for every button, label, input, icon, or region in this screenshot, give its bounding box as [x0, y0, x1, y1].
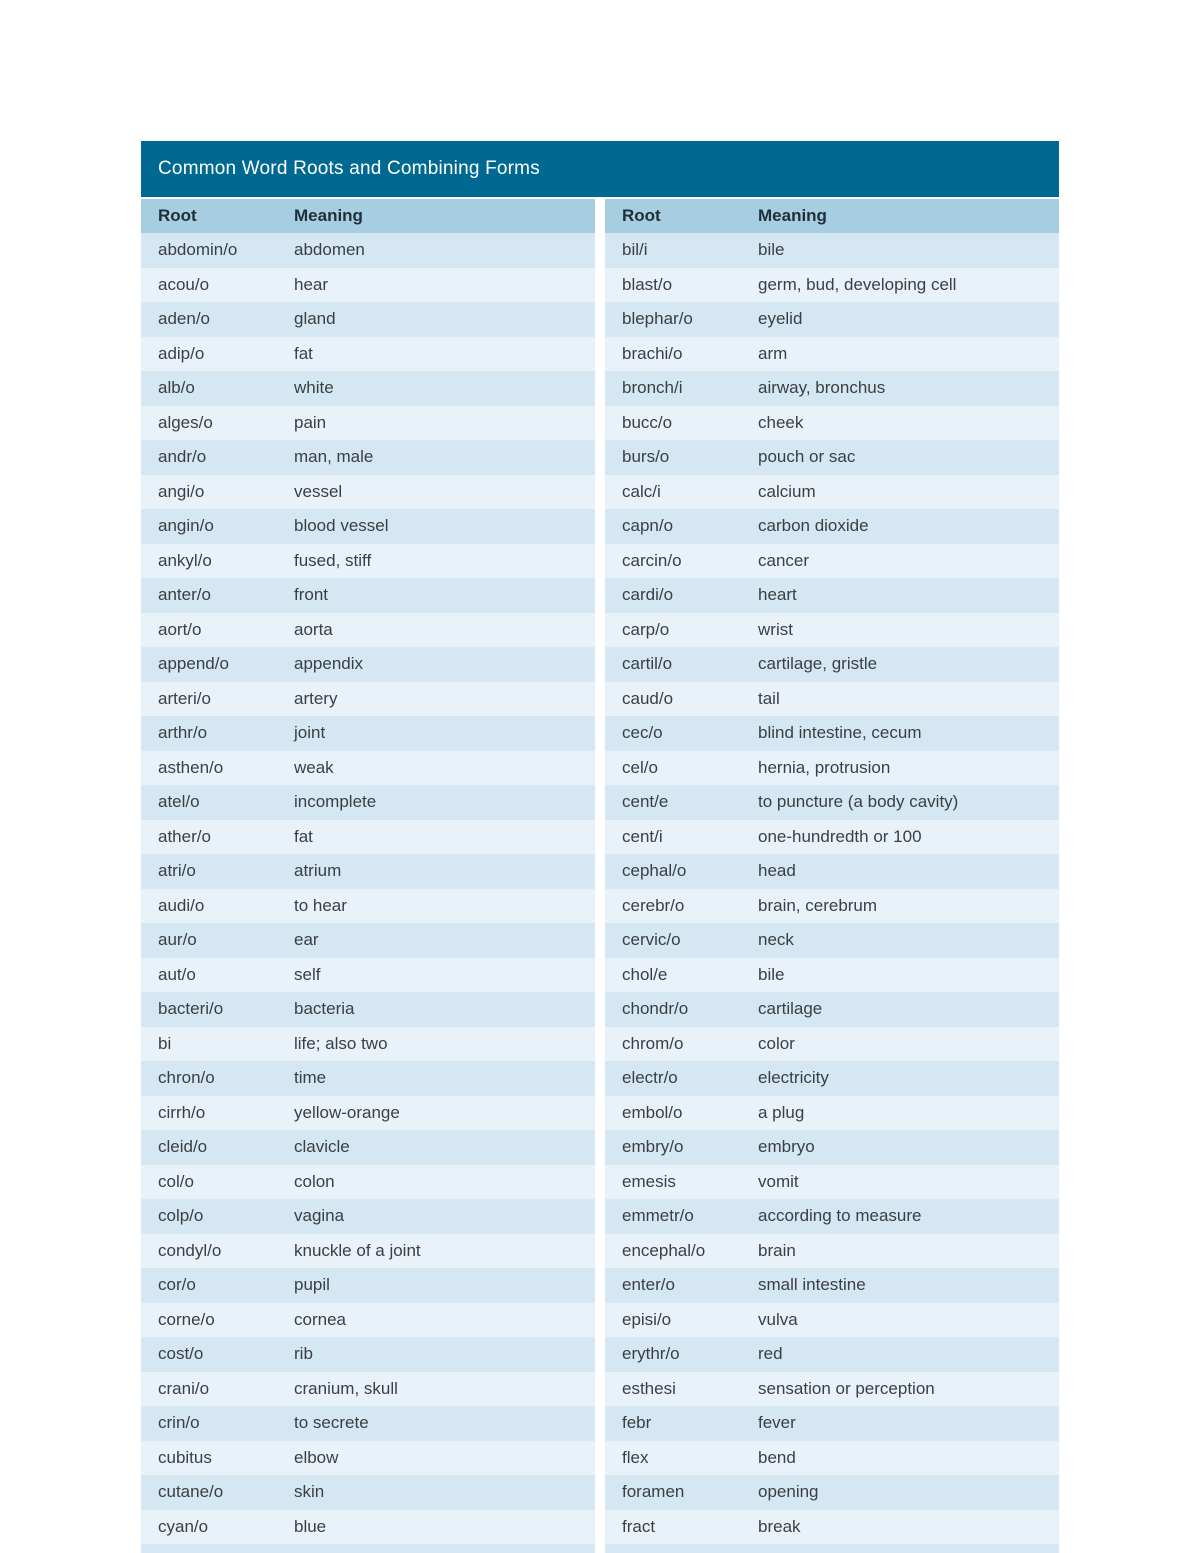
meaning-cell: head [758, 861, 796, 881]
meaning-cell: according to measure [758, 1206, 922, 1226]
table-row [141, 992, 595, 1027]
table-row [605, 716, 1059, 751]
meaning-cell: white [294, 378, 334, 398]
root-cell: chondr/o [622, 999, 689, 1019]
root-cell: ankyl/o [158, 550, 212, 570]
meaning-cell: pouch or sac [758, 447, 856, 467]
root-cell: cardi/o [622, 585, 674, 605]
meaning-cell: appendix [294, 654, 364, 674]
meaning-cell: man, male [294, 447, 374, 467]
meaning-cell: bile [758, 240, 785, 260]
root-cell: esthesi [622, 1378, 676, 1398]
root-cell: encephal/o [622, 1240, 706, 1260]
meaning-cell: cancer [758, 550, 810, 570]
meaning-cell: fat [294, 826, 313, 846]
table-row [141, 406, 595, 441]
table-row [605, 302, 1059, 337]
meaning-cell: knuckle of a joint [294, 1240, 421, 1260]
meaning-cell: clavicle [294, 1137, 350, 1157]
root-cell: bi [158, 1033, 172, 1053]
left-body [141, 233, 595, 1544]
meaning-cell: sensation or perception [758, 1378, 935, 1398]
table-row [605, 440, 1059, 475]
table-row [605, 854, 1059, 889]
meaning-cell: germ, bud, developing cell [758, 274, 957, 294]
root-cell: aort/o [158, 619, 202, 639]
root-cell: corne/o [158, 1309, 215, 1329]
table-row [141, 233, 595, 268]
root-cell: embol/o [622, 1102, 683, 1122]
root-cell: cec/o [622, 723, 663, 743]
root-cell: emmetr/o [622, 1206, 694, 1226]
root-cell: cephal/o [622, 861, 687, 881]
meaning-cell: neck [758, 930, 794, 950]
table-row [141, 613, 595, 648]
root-cell: colp/o [158, 1206, 204, 1226]
right-body [605, 233, 1059, 1544]
root-cell: crani/o [158, 1378, 210, 1398]
table-row [141, 475, 595, 510]
table-row [141, 371, 595, 406]
meaning-cell: electricity [758, 1068, 829, 1088]
table-row [141, 1303, 595, 1338]
table-row [605, 1510, 1059, 1545]
table-row [605, 992, 1059, 1027]
table-row [605, 578, 1059, 613]
table-row [605, 1027, 1059, 1062]
meaning-cell: fever [758, 1413, 796, 1433]
meaning-cell: vagina [294, 1206, 345, 1226]
meaning-cell: fat [294, 343, 313, 363]
table-row [141, 509, 595, 544]
root-cell: bil/i [622, 240, 648, 260]
root-cell: aur/o [158, 930, 197, 950]
table-row [141, 544, 595, 579]
meaning-cell: small intestine [758, 1275, 866, 1295]
meaning-cell: vomit [758, 1171, 799, 1191]
table-row [605, 923, 1059, 958]
root-cell: arteri/o [158, 688, 211, 708]
root-cell: append/o [158, 654, 229, 674]
table-row [605, 1061, 1059, 1096]
meaning-cell: heart [758, 585, 797, 605]
meaning-cell: red [758, 1344, 783, 1364]
table-row [141, 716, 595, 751]
root-cell: febr [622, 1413, 652, 1433]
table-row [141, 302, 595, 337]
meaning-cell: color [758, 1033, 795, 1053]
root-cell: angi/o [158, 481, 205, 501]
root-cell: carp/o [622, 619, 670, 639]
meaning-cell: pupil [294, 1275, 330, 1295]
table-row [605, 1199, 1059, 1234]
root-cell: chron/o [158, 1068, 215, 1088]
root-cell: acou/o [158, 274, 210, 294]
root-cell: emesis [622, 1171, 676, 1191]
word-roots-table [141, 141, 1059, 1553]
table-row [141, 820, 595, 855]
root-cell: cartil/o [622, 654, 673, 674]
table-columns [141, 199, 1059, 1553]
root-cell: fract [622, 1516, 656, 1536]
root-cell: capn/o [622, 516, 674, 536]
root-cell: erythr/o [622, 1344, 680, 1364]
root-cell: andr/o [158, 447, 207, 467]
root-cell: col/o [158, 1171, 194, 1191]
root-cell: flex [622, 1447, 649, 1467]
meaning-cell: incomplete [294, 792, 377, 812]
meaning-cell: embryo [758, 1137, 815, 1157]
root-cell: caud/o [622, 688, 674, 708]
root-cell: carcin/o [622, 550, 682, 570]
table-row [605, 544, 1059, 579]
root-cell: condyl/o [158, 1240, 222, 1260]
table-row [605, 751, 1059, 786]
meaning-cell: brain, cerebrum [758, 895, 878, 915]
table-row [141, 1510, 595, 1545]
meaning-cell: elbow [294, 1447, 339, 1467]
root-cell: bacteri/o [158, 999, 224, 1019]
root-cell: episi/o [622, 1309, 672, 1329]
table-row [141, 440, 595, 475]
meaning-cell: blue [294, 1516, 327, 1536]
root-cell: aden/o [158, 309, 210, 329]
table-row [605, 1406, 1059, 1441]
meaning-cell: bend [758, 1447, 796, 1467]
root-cell: angin/o [158, 516, 214, 536]
table-row [141, 1061, 595, 1096]
table-row [141, 1096, 595, 1131]
meaning-cell: self [294, 964, 321, 984]
root-cell: abdomin/o [158, 240, 238, 260]
meaning-cell: gland [294, 309, 336, 329]
root-cell: burs/o [622, 447, 670, 467]
meaning-cell: wrist [758, 619, 793, 639]
root-cell: audi/o [158, 895, 205, 915]
root-cell: calc/i [622, 481, 661, 501]
meaning-cell: colon [294, 1171, 335, 1191]
root-cell: blephar/o [622, 309, 693, 329]
root-cell: alb/o [158, 378, 195, 398]
root-cell: cubitus [158, 1447, 212, 1467]
root-cell: atri/o [158, 861, 196, 881]
root-cell: chol/e [622, 964, 668, 984]
table-row [141, 1268, 595, 1303]
root-cell: ather/o [158, 826, 211, 846]
left-header-root: Root [158, 206, 197, 225]
meaning-cell: vessel [294, 481, 343, 501]
meaning-cell: aorta [294, 619, 333, 639]
meaning-cell: bile [758, 964, 785, 984]
table-row [605, 1130, 1059, 1165]
meaning-cell: cranium, skull [294, 1378, 398, 1398]
table-title-text: Common Word Roots and Combining Forms [158, 158, 540, 179]
meaning-cell: time [294, 1068, 327, 1088]
root-cell: cor/o [158, 1275, 196, 1295]
root-cell: aut/o [158, 964, 196, 984]
root-cell: arthr/o [158, 723, 208, 743]
meaning-cell: fused, stiff [294, 550, 372, 570]
table-row [605, 1096, 1059, 1131]
root-cell: cent/i [622, 826, 663, 846]
table-row [141, 682, 595, 717]
table-row [605, 1372, 1059, 1407]
table-row [141, 1165, 595, 1200]
left-column [141, 199, 595, 1553]
table-row [141, 1372, 595, 1407]
meaning-cell: blood vessel [294, 516, 389, 536]
meaning-cell: blind intestine, cecum [758, 723, 922, 743]
root-cell: atel/o [158, 792, 200, 812]
meaning-cell: a plug [758, 1102, 805, 1122]
root-cell: enter/o [622, 1275, 675, 1295]
table-row [605, 509, 1059, 544]
table-row [605, 785, 1059, 820]
table-row [605, 371, 1059, 406]
meaning-cell: abdomen [294, 240, 365, 260]
right-column [605, 199, 1059, 1553]
table-row [605, 1337, 1059, 1372]
root-cell: cerebr/o [622, 895, 685, 915]
root-cell: asthen/o [158, 757, 224, 777]
table-row [141, 1130, 595, 1165]
table-row [141, 958, 595, 993]
meaning-cell: airway, bronchus [758, 378, 886, 398]
root-cell: crin/o [158, 1413, 200, 1433]
meaning-cell: hear [294, 274, 329, 294]
table-row [605, 1441, 1059, 1476]
meaning-cell: brain [758, 1240, 796, 1260]
table-row [605, 958, 1059, 993]
root-cell: blast/o [622, 274, 673, 294]
table-row [605, 1268, 1059, 1303]
root-cell: embry/o [622, 1137, 684, 1157]
table-row [141, 337, 595, 372]
meaning-cell: cartilage, gristle [758, 654, 878, 674]
root-cell: cel/o [622, 757, 658, 777]
meaning-cell: bacteria [294, 999, 355, 1019]
root-cell: cervic/o [622, 930, 681, 950]
table-row [141, 1406, 595, 1441]
meaning-cell: tail [758, 688, 780, 708]
root-cell: chrom/o [622, 1033, 684, 1053]
root-cell: anter/o [158, 585, 211, 605]
left-trailing-row [141, 1544, 595, 1553]
table-title [141, 141, 1059, 197]
table-row [605, 406, 1059, 441]
root-cell: cirrh/o [158, 1102, 206, 1122]
right-header-root: Root [622, 206, 661, 225]
meaning-cell: hernia, protrusion [758, 757, 891, 777]
meaning-cell: pain [294, 412, 327, 432]
root-cell: bucc/o [622, 412, 673, 432]
root-cell: foramen [622, 1482, 685, 1502]
table-row [141, 1199, 595, 1234]
table-row [605, 1234, 1059, 1269]
table-row [141, 1027, 595, 1062]
meaning-cell: to puncture (a body cavity) [758, 792, 959, 812]
root-cell: cleid/o [158, 1137, 208, 1157]
root-cell: cost/o [158, 1344, 204, 1364]
root-cell: alges/o [158, 412, 213, 432]
table-row [141, 785, 595, 820]
meaning-cell: vulva [758, 1309, 798, 1329]
table-row [141, 268, 595, 303]
table-row [605, 613, 1059, 648]
meaning-cell: life; also two [294, 1033, 388, 1053]
meaning-cell: cartilage [758, 999, 823, 1019]
table-row [605, 820, 1059, 855]
table-row [141, 647, 595, 682]
meaning-cell: calcium [758, 481, 816, 501]
root-cell: electr/o [622, 1068, 678, 1088]
meaning-cell: artery [294, 688, 338, 708]
table-row [605, 889, 1059, 924]
root-cell: adip/o [158, 343, 205, 363]
right-header-meaning: Meaning [758, 206, 827, 225]
table-row [141, 1441, 595, 1476]
root-cell: cent/e [622, 792, 669, 812]
root-cell: cyan/o [158, 1516, 209, 1536]
root-cell: brachi/o [622, 343, 683, 363]
table-row [141, 1234, 595, 1269]
table-row [605, 337, 1059, 372]
meaning-cell: atrium [294, 861, 342, 881]
right-trailing-row [605, 1544, 1059, 1553]
table-row [605, 682, 1059, 717]
meaning-cell: to secrete [294, 1413, 369, 1433]
meaning-cell: weak [294, 757, 334, 777]
meaning-cell: skin [294, 1482, 325, 1502]
meaning-cell: yellow-orange [294, 1102, 400, 1122]
table-row [605, 268, 1059, 303]
left-header-meaning: Meaning [294, 206, 363, 225]
table-row [141, 889, 595, 924]
table-row [605, 233, 1059, 268]
table-row [141, 751, 595, 786]
meaning-cell: carbon dioxide [758, 516, 869, 536]
meaning-cell: arm [758, 343, 788, 363]
meaning-cell: cheek [758, 412, 804, 432]
left-header-row [141, 199, 595, 233]
root-cell: cutane/o [158, 1482, 224, 1502]
meaning-cell: eyelid [758, 309, 803, 329]
table-row [605, 647, 1059, 682]
table-row [605, 1165, 1059, 1200]
meaning-cell: one-hundredth or 100 [758, 826, 922, 846]
table-row [141, 923, 595, 958]
column-separator [595, 199, 605, 1553]
table-row [141, 578, 595, 613]
table-row [605, 475, 1059, 510]
table-row [141, 854, 595, 889]
root-cell: bronch/i [622, 378, 683, 398]
table-row [605, 1303, 1059, 1338]
meaning-cell: cornea [294, 1309, 346, 1329]
meaning-cell: front [294, 585, 329, 605]
meaning-cell: to hear [294, 895, 347, 915]
meaning-cell: break [758, 1516, 801, 1536]
meaning-cell: rib [294, 1344, 313, 1364]
table-row [605, 1475, 1059, 1510]
meaning-cell: opening [758, 1482, 819, 1502]
table-row [141, 1337, 595, 1372]
meaning-cell: ear [294, 930, 319, 950]
meaning-cell: joint [294, 723, 326, 743]
right-header-row [605, 199, 1059, 233]
table-row [141, 1475, 595, 1510]
